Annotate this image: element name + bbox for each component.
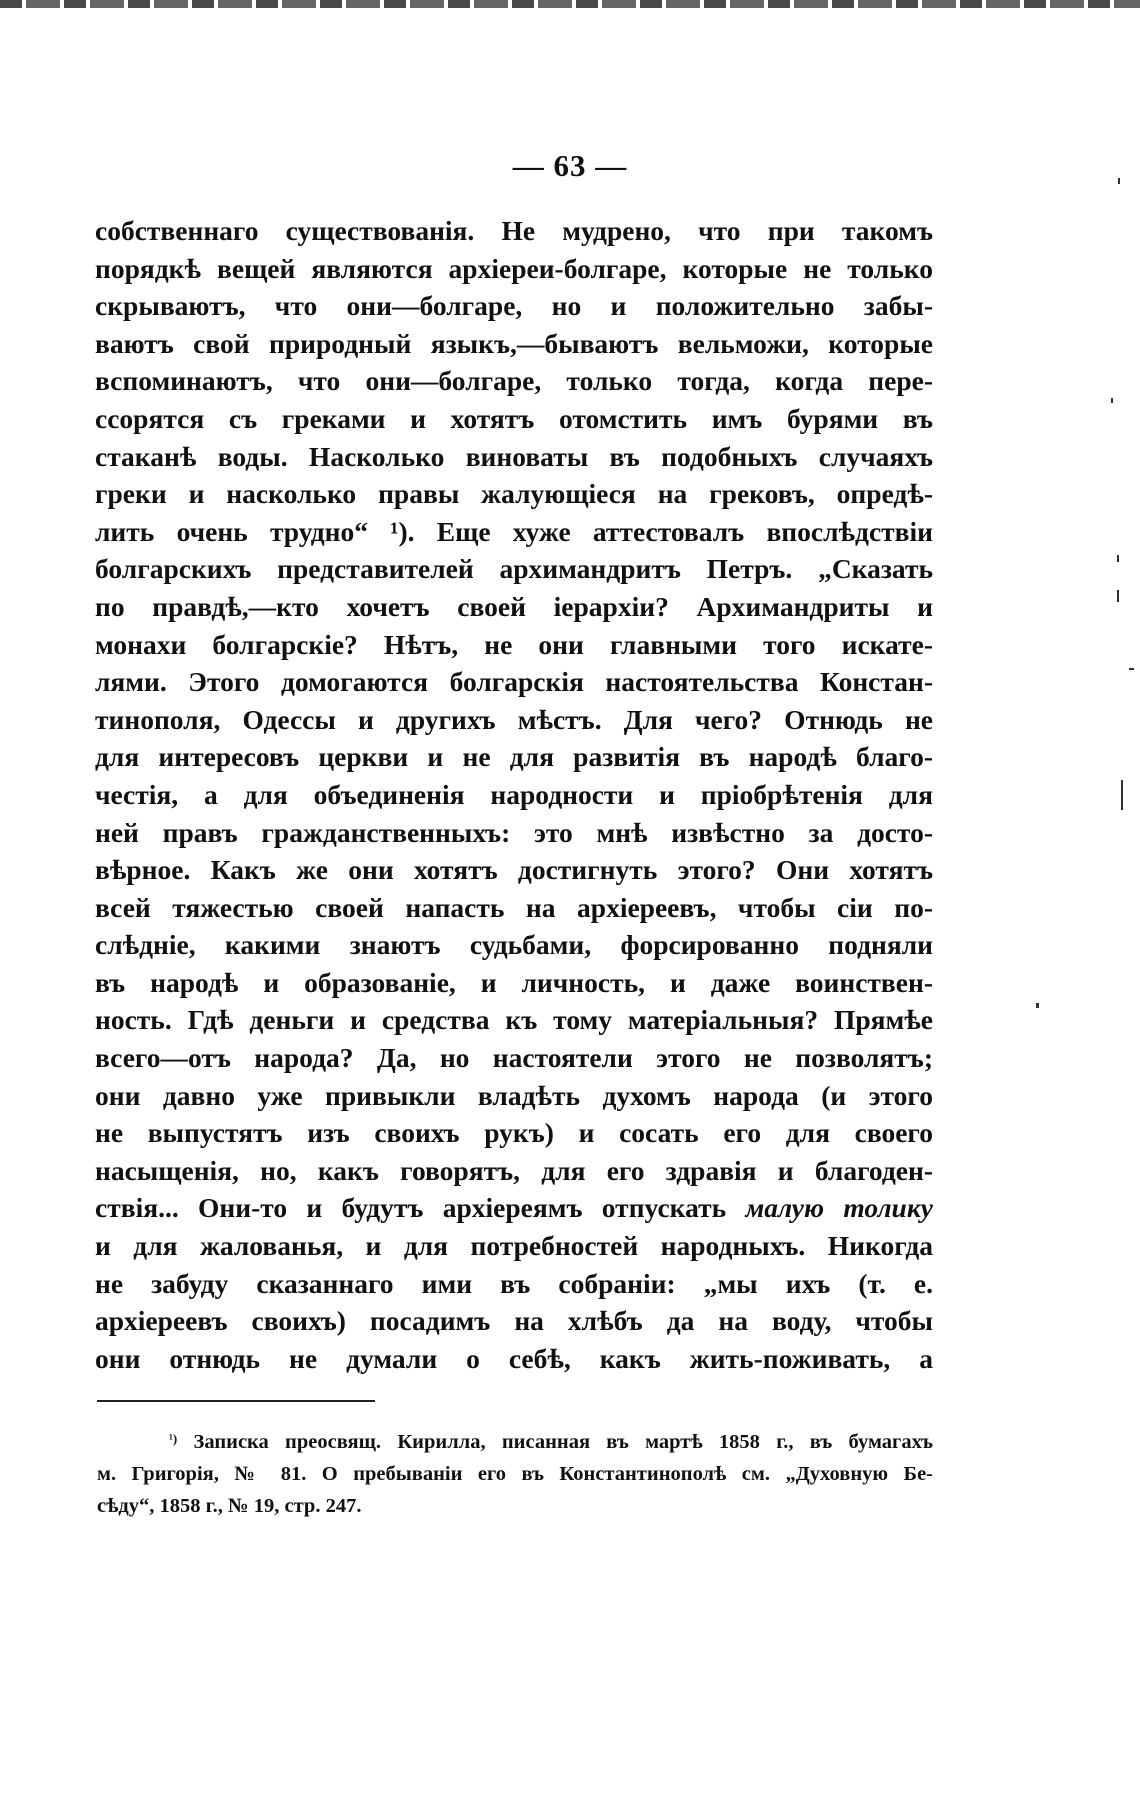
- text-line-with-italic: [95, 1189, 933, 1227]
- text-line: и для жалованья, и для потребностей народныхъ. Никогда: [95, 1230, 933, 1262]
- body-text: [95, 212, 933, 1377]
- scan-speck: [1117, 590, 1119, 602]
- text-line: тинополя, Одессы и другихъ мѣстъ. Для чего? Отнюдь не: [95, 703, 933, 735]
- scan-speck: [1121, 780, 1123, 810]
- footnote-line: [97, 1426, 933, 1458]
- text-line: они отнюдь не думали о себѣ, какъ жить-поживать, а: [95, 1342, 933, 1374]
- text-line: ность. Гдѣ деньги и средства къ тому матеріальныя? Прямѣе: [95, 1004, 933, 1036]
- italic-phrase: малую толику: [745, 1192, 933, 1224]
- text-line: порядкѣ вещей являются архіереи-болгаре, которые не только: [95, 252, 933, 284]
- scan-speck: [1111, 398, 1113, 403]
- text-line: вѣрное. Какъ же они хотятъ достигнуть этого? Они хотятъ: [95, 854, 933, 886]
- page-number: — 63 —: [512, 148, 628, 183]
- text-line: греки и насколько правы жалующіеся на грековъ, опредѣ-: [95, 478, 933, 510]
- text-line: въ народѣ и образованіе, и личность, и даже воинствен-: [95, 966, 933, 998]
- text-line: ваютъ свой природный языкъ,—бываютъ вельможи, которые: [95, 327, 933, 359]
- text-line: вспоминаютъ, что они—болгаре, только тогда, когда пере-: [95, 365, 933, 397]
- text-line: слѣдніе, какими знаютъ судьбами, форсированно подняли: [95, 929, 933, 961]
- scan-speck: [1117, 555, 1119, 562]
- footnote-rule: [97, 1400, 375, 1402]
- footnote-marker: ¹): [169, 1431, 178, 1446]
- text-line: не выпустятъ изъ своихъ рукъ) и сосать его для своего: [95, 1117, 933, 1149]
- text-line: ссорятся съ греками и хотятъ отомстить имъ бурями въ: [95, 402, 933, 434]
- footnote-line: м. Григорія, № 81. О пребываніи его въ Константинополѣ см. „Духовную Бе-: [97, 1463, 933, 1485]
- footnote: [97, 1426, 933, 1522]
- footnote-text: Записка преосвящ. Кирилла, писанная въ мартѣ 1858 г., въ бумагахъ: [193, 1431, 934, 1453]
- text-line: для интересовъ церкви и не для развитія въ народѣ благо-: [95, 741, 933, 773]
- text-line: они давно уже привыкли владѣть духомъ народа (и этого: [95, 1079, 933, 1111]
- text-line: всей тяжестью своей напасть на архіереевъ, чтобы сіи по-: [95, 891, 933, 923]
- scan-speck: [1129, 668, 1134, 670]
- text-line: ней правъ гражданственныхъ: это мнѣ извѣстно за досто-: [95, 816, 933, 848]
- text-line: не забуду сказаннаго ими въ собраніи: „мы ихъ (т. е.: [95, 1267, 933, 1299]
- text-line: честія, а для объединенія народности и пріобрѣтенія для: [95, 778, 933, 810]
- scan-speck: [1118, 178, 1120, 184]
- text-run: ствія... Они-то и будутъ архіереямъ отпускать: [95, 1192, 727, 1224]
- footnote-line: сѣду“, 1858 г., № 19, стр. 247.: [97, 1495, 362, 1517]
- text-line: насыщенія, но, какъ говорятъ, для его здравія и благоден-: [95, 1154, 933, 1186]
- text-line: стаканѣ воды. Насколько виноваты въ подобныхъ случаяхъ: [95, 440, 933, 472]
- text-line: архіереевъ своихъ) посадимъ на хлѣбъ да на воду, чтобы: [95, 1305, 933, 1337]
- scan-top-edge: [0, 0, 1140, 8]
- text-line: болгарскихъ представителей архимандритъ Петръ. „Сказать: [95, 553, 933, 585]
- scan-speck: [1036, 1003, 1039, 1008]
- text-line: монахи болгарскіе? Нѣтъ, не они главными того искате-: [95, 628, 933, 660]
- text-line: собственнаго существованія. Не мудрено, что при такомъ: [95, 215, 933, 246]
- text-line: лями. Этого домогаются болгарскія настоятельства Констан-: [95, 666, 933, 698]
- text-line: по правдѣ,—кто хочетъ своей іерархіи? Архимандриты и: [95, 590, 933, 622]
- text-line: скрываютъ, что они—болгаре, но и положительно забы-: [95, 290, 933, 322]
- text-line: лить очень трудно“ ¹). Еще хуже аттестовалъ впослѣдствіи: [95, 515, 933, 547]
- text-line: всего—отъ народа? Да, но настоятели этого не позволятъ;: [95, 1042, 933, 1074]
